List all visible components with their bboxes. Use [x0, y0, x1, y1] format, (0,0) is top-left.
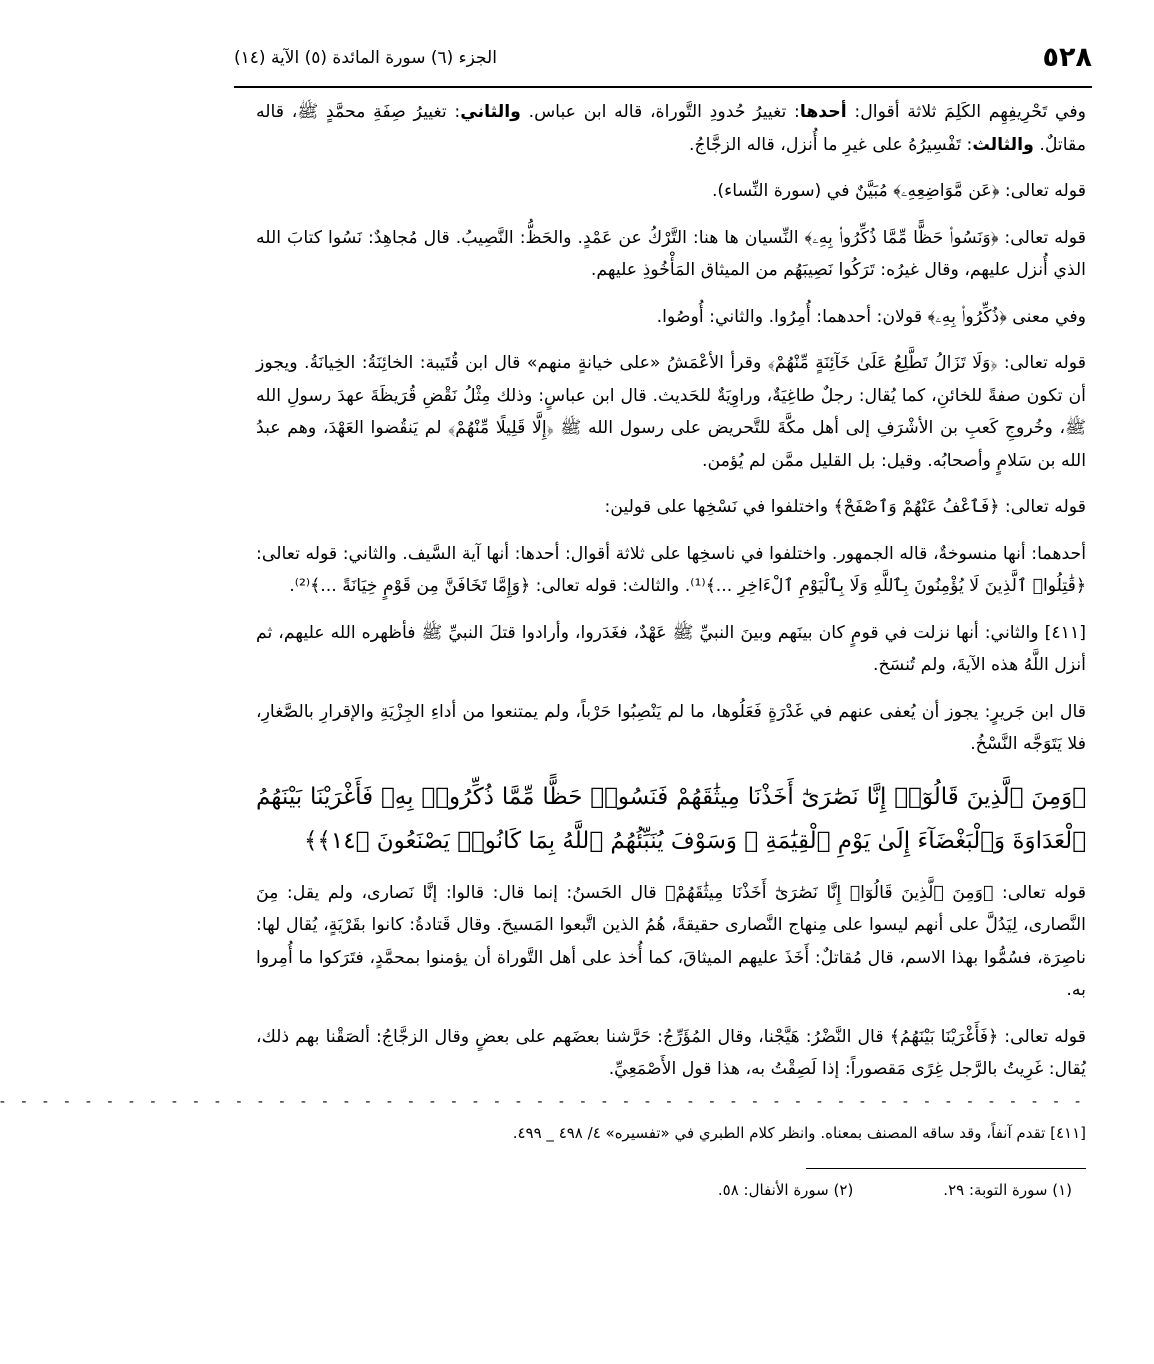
paragraph: قوله تعالى: ﴿عَن مَّوَاضِعِهِۦ﴾ مُبَيَّنٌ في (سورة النِّساء). — [711, 181, 1086, 201]
paragraph: قال ابن جَريرٍ: يجوز أن يُعفى عنهم في غَدْرَةٍ فَعَلُوها، ما لم يَنْصِبُوا حَرْباً، ولم يمتنعوا من أداءِ الجِزْيَةِ والإقرارِ بالصَّغارِ، فلا يَتَوَجَّه النَّسْخُ. — [256, 701, 1086, 754]
paragraph: قوله تعالى: ﴿فَأَغْرَيْنَا بَيْنَهُمُ﴾ قال النَّضْرُ: هَيَّجْنا، وقال المُؤَرِّجُ: حَرَّشنا بعضَهم على بعضٍ وقال الزجَّاجُ: ألصَقْنا بهم ذلك، يُقال: غَرِيتُ بالرَّجل غِرًى مَقصوراً: إذا لَصِقْتُ به، هذا قول الأَصْمَعِيِّ. — [256, 1026, 1086, 1079]
paragraph: قوله تعالى: ﴿وَمِنَ ٱلَّذِينَ قَالُوٓا۟ إِنَّا نَصَٰرَىٰٓ أَخَذْنَا مِيثَٰقَهُمْ﴾ قال الحَسنُ: إنما قال: قالوا: إنَّا نَصارى، ولم يقل: مِنَ النَّصارى، لِيَدُلَّ على أنهم ليسوا على مِنهاج النَّصارى حقيقةً، هُمُ الذين اتَّبعوا المَسيحَ. وقال قَتادةُ: كانوا بقَرْيَةٍ، يُقال لها: ناصِرَة، فسُمُّوا بهذا الاسم، قال مُقاتلٌ: أَخَذَ عليهم الميثاقَ، كما أُخذ على أهل التَّوراة أن يؤمنوا بمحمَّدٍ، فتَرَكوا ما أُمِروا به. — [256, 882, 1086, 1000]
page-header — [234, 42, 1092, 82]
dashed-separator: - - - - - - - - - - - - - - - - - - - - - - - - - - - - - - - - - - - - - - - - - - - - - - - - - - - — [0, 1093, 1086, 1110]
header-rule — [234, 86, 1092, 88]
paragraph: وفي معنى ﴿ذُكِّرُوا۟ بِهِۦ﴾ قولان: أحدهما: أُمِرُوا. والثاني: أُوصُوا. — [656, 306, 1086, 327]
footnotes — [256, 1177, 1086, 1203]
paragraph: وفي تَحْرِيفِهِم الكَلِمَ ثلاثة أقوال: أحدها: تغييرُ حُدودِ التَّوراة، قاله ابن عباس. والثاني: تغييرُ صِفَةِ محمَّدٍ ﷺ، قاله مقاتلٌ. والثالث: تَفْسِيرُهُ على غيرِ ما أُنزل، قاله الزجَّاجُ. — [256, 102, 1086, 155]
paragraph: [٤١١] والثاني: أنها نزلت في قومٍ كان بينَهم وبينَ النبيِّ ﷺ عَهْدٌ، فغَدَروا، وأرادوا قتلَ النبيِّ ﷺ فأظهره الله عليهم، ثم أنزل اللَّهُ هذه الآيةَ، ولم تُنسَخ. — [256, 622, 1086, 675]
quran-verse: ﴿وَمِنَ ٱلَّذِينَ قَالُوٓا۟ إِنَّا نَصَٰرَىٰٓ أَخَذْنَا مِيثَٰقَهُمْ فَنَسُوا۟ حَظًّا مِّمَّا ذُكِّرُوا۟ بِهِۦ فَأَغْرَيْنَا بَيْنَهُمُ ٱلْعَدَاوَةَ وَٱلْبَغْضَآءَ إِلَىٰ يَوْمِ ٱلْقِيَٰمَةِ ۚ وَسَوْفَ يُنَبِّئُهُمُ ٱللَّهُ بِمَا كَانُوا۟ يَصْنَعُونَ ﴿١٤﴾﴾ — [256, 783, 1086, 854]
footnote: (٢) سورة الأنفال: ٥٨. — [717, 1180, 854, 1199]
footnote: (١) سورة التوبة: ٢٩. — [943, 1180, 1072, 1199]
paragraph: قوله تعالى: ﴿وَلَا تَزَالُ تَطَّلِعُ عَلَىٰ خَآئِنَةٍ مِّنْهُمْ﴾ وقرأ الأعْمَشُ «على خيانةٍ منهم» قال ابن قُتَيبة: الخائِنَةُ: الخِيانَةُ. ويجوز أن تكون صفةً للخائنِ، كما يُقال: رجلٌ طاغِيَةٌ، وراوِيَةٌ للحَديث. قال ابن عباسٍ: وذلك مِثْلُ نَقْضِ قُرَيظَةَ عهدَ رسولِ الله ﷺ، وخُروجِ كَعبِ بن الأشْرَفِ إلى أهل مكَّةَ للتَّحريض على رسول الله ﷺ ﴿إِلَّا قَلِيلًا مِّنْهُمْ﴾ لم يَنقُضوا العَهْدَ، وهم عبدُ الله بن سَلامٍ وأصحابُه. وقيل: بل القليل ممَّن لم يُؤمن. — [256, 353, 1086, 471]
paragraph: قوله تعالى: ﴿فَٱعْفُ عَنْهُمْ وَٱصْفَحْ﴾ واختلفوا في نَسْخِها على قولين: — [604, 497, 1086, 517]
footnote-rule — [806, 1168, 1086, 1169]
page-number: ٥٢٨ — [1042, 42, 1092, 73]
paragraph: أحدهما: أنها منسوخةٌ، قاله الجمهور. واختلفوا في ناسخِها على ثلاثة أقوال: أحدها: أنها آية السَّيف. والثاني: قوله تعالى: ﴿قَٰتِلُوا۟ ٱلَّذِينَ لَا يُؤْمِنُونَ بِٱللَّهِ وَلَا بِٱلْيَوْمِ ٱلْءَاخِرِ ...﴾⁽¹⁾. والثالث: قوله تعالى: ﴿وَإِمَّا تَخَافَنَّ مِن قَوْمٍ خِيَانَةً ...﴾⁽²⁾. — [256, 543, 1086, 596]
running-head: الجزء (٦) سورة المائدة (٥) الآية (١٤) — [234, 48, 497, 68]
hadith-note: [٤١١] تقدم آنفاً، وقد ساقه المصنف بمعناه. وانظر كلام الطبري في «تفسيره» ٤/ ٤٩٨ _ ٤٩٩. — [512, 1123, 1086, 1142]
main-text — [0, 96, 1086, 1203]
paragraph: قوله تعالى: ﴿وَنَسُوا۟ حَظًّا مِّمَّا ذُكِّرُوا۟ بِهِۦ﴾ النِّسيان ها هنا: التَّرْكُ عن عَمْدٍ. والحَظُّ: النَّصِيبُ. قال مُجاهِدٌ: نَسُوا كتابَ الله الذي أُنزل عليهم، وقال غيرُه: تَرَكُوا نَصِيبَهُم من الميثاق المَأْخُوذِ عليهم. — [256, 227, 1086, 280]
